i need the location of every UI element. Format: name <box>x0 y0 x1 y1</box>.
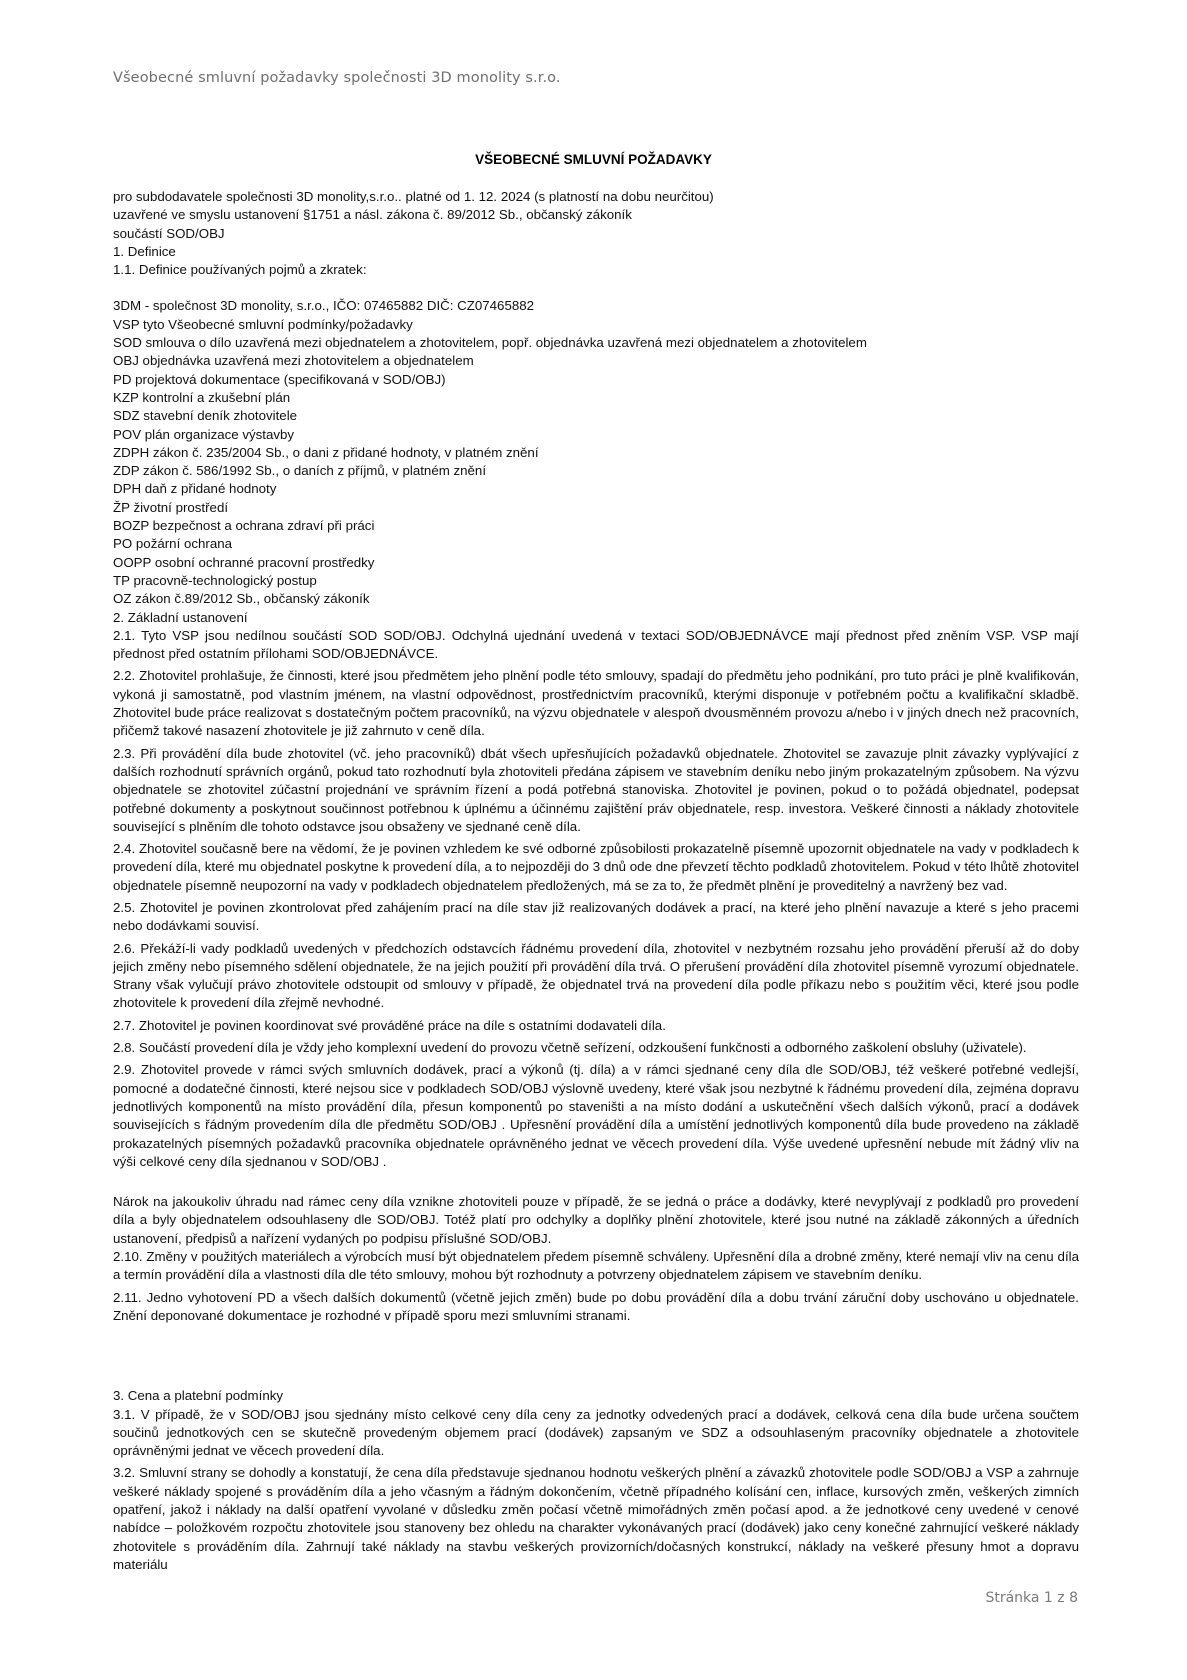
clause-2-4: 2.4. Zhotovitel současně bere na vědomí, že je povinen vzhledem ke své odborné způsobilosti prokazatelně písemně upozornit objednatele na vady v podkladech k provedení díla, které mu objednatel poskytne k provedení díla, a to nejpozději do 3 dnů ode dne převzetí těchto podkladů zhotovitelem. Pokud v této lhůtě zhotovitel objednatele písemně neupozorní na vady v podkladech objednatelem předložených, má se za to, že předmět plnění je proveditelný a navržený bez vad. <box>113 841 1079 893</box>
definition-item: DPH daň z přidané hodnoty <box>113 481 277 497</box>
document-body <box>113 188 1079 1578</box>
definition-item: POV plán organizace výstavby <box>113 426 295 442</box>
running-header: Všeobecné smluvní požadavky společnosti 3D monolity s.r.o. <box>113 70 561 86</box>
subsection-heading: 1.1. Definice používaných pojmů a zkratek: <box>113 262 367 278</box>
intro-line: pro subdodavatele společnosti 3D monolity,s.r.o.. platné od 1. 12. 2024 (s platností na dobu neurčitou) <box>113 189 714 204</box>
clause-2-9-claims: Nárok na jakoukoliv úhradu nad rámec ceny díla vznikne zhotoviteli pouze v případě, že se jedná o práce a dodávky, které nevyplývají z podkladů pro provedení díla a byly objednatelem odsouhlaseny dle SOD/OBJ. Totéž platí pro odchylky a doplňky plnění zhotovitele, které jsou nutné na základě zákonných a úředních ustanovení, předpisů a nařízení vydaných po podpisu příslušné SOD/OBJ. <box>113 1194 1079 1246</box>
intro-block <box>113 188 1079 279</box>
definition-item: TP pracovně-technologický postup <box>113 572 317 588</box>
section-heading-2: 2. Základní ustanovení <box>113 609 248 625</box>
clause-2-10: 2.10. Změny v použitých materiálech a výrobcích musí být objednatelem předem písemně schváleny. Upřesnění díla a drobné změny, které nemají vliv na cenu díla a termín provádění díla a vlastnosti díla dle této smlouvy, mohou být rozhodnuty a potvrzeny objednatelem zápisem ve stavebním deníku. <box>113 1249 1079 1283</box>
intro-line: součástí SOD/OBJ <box>113 225 225 241</box>
page-number: Stránka 1 z 8 <box>985 1590 1078 1606</box>
definition-item: ŽP životní prostředí <box>113 499 229 515</box>
clause-2-1: 2.1. Tyto VSP jsou nedílnou součástí SOD SOD/OBJ. Odchylná ujednání uvedená v textaci SOD/OBJEDNÁVCE mají přednost před zněním VSP. VSP mají přednost před ostatním přílohami SOD/OBJEDNÁVCE. <box>113 627 1079 662</box>
clause-2-11: 2.11. Jedno vyhotovení PD a všech dalších dokumentů (včetně jejich změn) bude po dobu provádění díla a dobu trvání záruční doby uschováno u objednatele. Znění deponované dokumentace je rozhodné v případě sporu mezi smluvními stranami. <box>113 1289 1079 1323</box>
clause-3-2: 3.2. Smluvní strany se dohodly a konstatují, že cena díla představuje sjednanou hodnotu veškerých plnění a závazků zhotovitele podle SOD/OBJ a VSP a zahrnuje veškeré náklady spojené s prováděním díla a jeho včasným a řádným dokončením, včetně případného kolísání cen, inflace, kursových změn, veškerých zimních opatření, jakož i náklady na další opatření vyvolané v důsledku změn počasí včetně mimořádných změn počasí apod. a že jednotkové ceny uvedené v cenové nabídce – položkovém rozpočtu zhotovitele jsou stanoveny bez ohledu na charakter vykonávaných prací (dodávek) jako ceny konečné zahrnující veškeré náklady zhotovitele s prováděním díla. Zahrnují také náklady na stavbu veškerých provizorních/dočasných konstrukcí, náklady na veškeré přesuny hmot a dopravu materiálu <box>113 1465 1079 1572</box>
intro-line: uzavřené ve smyslu ustanovení §1751 a násl. zákona č. 89/2012 Sb., občanský zákoník <box>113 207 632 223</box>
document-title: VŠEOBECNÉ SMLUVNÍ POŽADAVKY <box>475 152 712 167</box>
definition-item: OBJ objednávka uzavřená mezi zhotovitelem a objednatelem <box>113 353 474 369</box>
clause-3-1: 3.1. V případě, že v SOD/OBJ jsou sjednány místo celkové ceny díla ceny za jednotky odvedených prací a dodávek, celková cena díla bude určena součtem součinů jednotkových cen se skutečně provedeným objemem prací (dodávek) zapsaným ve SDZ a odsouhlaseným pracovníky objednatele a zhotovitele oprávněnými jednat ve věcech provedení díla. <box>113 1406 1079 1459</box>
clause-2-6: 2.6. Překáží-li vady podkladů uvedených v předchozích odstavcích řádnému provedení díla, zhotovitel v nezbytném rozsahu jeho provádění přeruší až do doby jejich změny nebo písemného sdělení objednatele, že na jejich použití při provádění díla trvá. O přerušení provádění díla zhotovitel písemně vyrozumí objednatele. Strany však vylučují právo zhotovitele odstoupit od smlouvy v případě, že objednatel trvá na provedení díla podle příkazu nebo s použitím věci, které jsou podle zhotovitele k provedení díla zřejmě nevhodné. <box>113 940 1079 1011</box>
section-2 <box>113 627 1079 1171</box>
clause-2-8: 2.8. Součástí provedení díla je vždy jeho komplexní uvedení do provozu včetně seřízení, odzkoušení funkčnosti a odborného zaškolení obsluhy (uživatele). <box>113 1040 1027 1056</box>
definition-item: BOZP bezpečnost a ochrana zdraví při práci <box>113 518 375 534</box>
definition-item: SOD smlouva o dílo uzavřená mezi objednatelem a zhotovitelem, popř. objednávka uzavřená mezi objednatelem a zhotovitelem <box>113 335 867 351</box>
section-heading-3: 3. Cena a platební podmínky <box>113 1388 284 1404</box>
definition-item: VSP tyto Všeobecné smluvní podmínky/požadavky <box>113 316 413 332</box>
definition-item: ZDP zákon č. 586/1992 Sb., o daních z příjmů, v platném znění <box>113 463 487 479</box>
definition-item: PO požární ochrana <box>113 536 233 552</box>
definition-item: OZ zákon č.89/2012 Sb., občanský zákoník <box>113 591 370 607</box>
definition-item: KZP kontrolní a zkušební plán <box>113 389 291 405</box>
definition-item: 3DM - společnost 3D monolity, s.r.o., IČO: 07465882 DIČ: CZ07465882 <box>113 298 535 314</box>
section-heading-1: 1. Definice <box>113 243 176 259</box>
clause-2-3: 2.3. Při provádění díla bude zhotovitel (vč. jeho pracovníků) dbát všech upřesňujících požadavků objednatele. Zhotovitel se zavazuje plnit závazky vyplývající z dalších rozhodnutí správních orgánů, pokud tato rozhodnutí byla zhotoviteli předána zápisem ve stavebním deníku nebo jiným prokazatelným způsobem. Na výzvu objednatele se zhotovitel zúčastní projednání ve správním řízení a podá potřebná stanoviska. Zhotovitel je povinen, pokud o to požádá objednatel, podepsat potřebné dokumenty a poskytnout součinnost potřebnou k úplnému a účinnému zajištění práv objednatele, resp. investora. Veškeré činnosti a náklady zhotovitele související s plněním dle tohoto odstavce jsou obsaženy ve sjednané ceně díla. <box>113 745 1079 834</box>
clause-2-5: 2.5. Zhotovitel je povinen zkontrolovat před zahájením prací na díle stav již realizovaných dodávek a prací, na které jeho plnění navazuje a které s jeho pracemi nebo dodávkami souvisí. <box>113 899 1079 934</box>
definition-item: OOPP osobní ochranné pracovní prostředky <box>113 554 375 570</box>
definition-item: SDZ stavební deník zhotovitele <box>113 408 298 424</box>
section-2-continued <box>113 1193 1079 1325</box>
definition-item: ZDPH zákon č. 235/2004 Sb., o dani z přidané hodnoty, v platném znění <box>113 444 539 460</box>
definition-item: PD projektová dokumentace (specifikovaná v SOD/OBJ) <box>113 371 446 387</box>
clause-2-2: 2.2. Zhotovitel prohlašuje, že činnosti, které jsou předmětem jeho plnění podle této smlouvy, spadají do předmětu jeho podnikání, pro tuto práci je plně kvalifikován, vykoná ji samostatně, pod vlastním jménem, na vlastní odpovědnost, prostřednictvím pracovníků, kterými disponuje v potřebném počtu a kvalifikační skladbě. Zhotovitel bude práce realizovat s dostatečným počtem pracovníků, na výzvu objednatele v alespoň dvousměnném provozu a/nebo i v jiných dnech než pracovních, přičemž takové nasazení zhotovitele je již zahrnuto v ceně díla. <box>113 668 1079 739</box>
clause-2-7: 2.7. Zhotovitel je povinen koordinovat své prováděné práce na díle s ostatními dodavateli díla. <box>113 1017 666 1033</box>
definitions-list <box>113 297 1079 626</box>
section-3 <box>113 1387 1079 1574</box>
clause-2-9: 2.9. Zhotovitel provede v rámci svých smluvních dodávek, prací a výkonů (tj. díla) a v rámci sjednané ceny díla dle SOD/OBJ, též veškeré potřebné vedlejší, pomocné a dodatečné činnosti, které nejsou sice v podkladech SOD/OBJ výslovně uvedeny, které však jsou nezbytné k řádnému provedení díla, zejména dopravu jednotlivých komponentů na místo provádění díla, přesun komponentů po staveništi a na místo dodání a uskutečnění všech dalších výkonů, prací a dodávek souvisejících s řádným provedením díla dle předmětu SOD/OBJ . Upřesnění provádění díla a umístění jednotlivých komponentů díla bude provedeno na základě prokazatelných písemných požadavků pracovníka objednatele oprávněného jednat ve věcech provedení díla. Výše uvedené upřesnění nebude mít žádný vliv na výši celkové ceny díla sjednanou v SOD/OBJ . <box>113 1062 1079 1169</box>
